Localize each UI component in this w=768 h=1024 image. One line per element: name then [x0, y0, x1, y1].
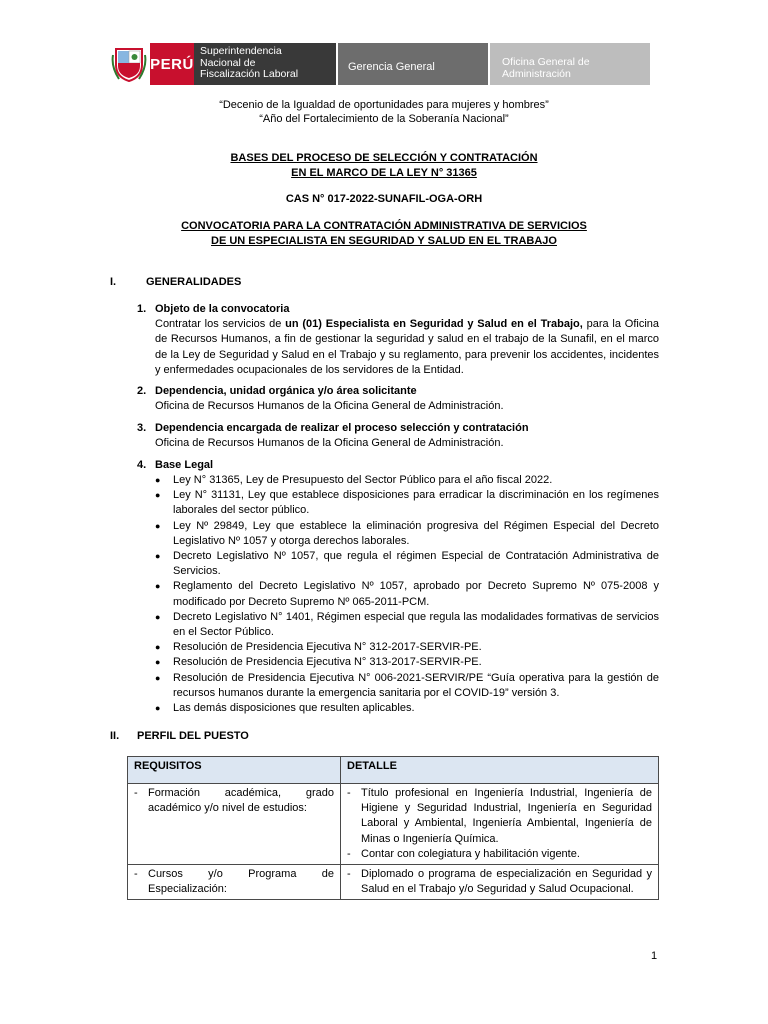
table-cell: - Cursos y/o Programa de Especialización: [128, 865, 341, 900]
motto-line: “Año del Fortalecimiento de la Soberanía Nacional” [259, 113, 509, 125]
list-item: ● Reglamento del Decreto Legislativo Nº 1057, aprobado por Decreto Supremo Nº 075-2008 y modificado por Decreto Supremo Nº 065-2011-PCM. [155, 580, 659, 608]
section-number: I. [110, 276, 117, 288]
item-objeto [137, 302, 659, 378]
table-cell: - Formación académica, grado académico y/o nivel de estudios: [128, 784, 341, 865]
bullet-icon: ● [155, 703, 161, 714]
bullet-icon: ● [155, 551, 161, 562]
table-row [128, 784, 659, 865]
section-number: II. [110, 730, 120, 742]
convocatoria-title [0, 219, 768, 248]
table-cell: - Título profesional en Ingeniería Industrial, Ingeniería de Higiene y Seguridad Industrial, Ingeniería en Seguridad Laboral y Ambiental, Ingeniería Ambiental, Ingeniería de Minas o Ingeniería Química. - Contar con colegiatura y habilitación vigente. [341, 784, 659, 865]
entity-line: Fiscalización Laboral [200, 68, 299, 80]
bullet-icon: ● [155, 657, 161, 668]
table-row [128, 865, 659, 900]
column-header: DETALLE [341, 757, 659, 784]
bullet-icon: ● [155, 475, 161, 485]
list-item: ● Las demás disposiciones que resulten aplicables. [155, 701, 659, 716]
item-heading: Dependencia encargada de realizar el proceso selección y contratación [155, 422, 529, 434]
page-header [108, 43, 650, 85]
coat-of-arms-icon [108, 43, 150, 85]
item-dependencia [137, 384, 659, 414]
list-item: ● Decreto Legislativo N° 1401, Régimen especial que regula las modalidades formativas de servicios en el Sector Público. [155, 610, 659, 639]
list-item: ● Ley N° 31131, Ley que establece disposiciones para erradicar la discriminación en los regímenes laborales del sector público. [155, 489, 659, 517]
title-line-2: EN EL MARCO DE LA LEY N° 31365 [291, 166, 477, 179]
list-item: ● Resolución de Presidencia Ejecutiva N° 006-2021-SERVIR/PE “Guía operativa para la gestión de recursos humanos durante la emergencia sanitaria por el COVID-19” versión 3. [155, 671, 659, 699]
conv-line-2: DE UN ESPECIALISTA EN SEGURIDAD Y SALUD EN EL TRABAJO [211, 234, 557, 247]
conv-line-1: CONVOCATORIA PARA LA CONTRATACIÓN ADMINISTRATIVA DE SERVICIOS [181, 220, 587, 232]
bullet-icon: ● [155, 611, 161, 622]
item-heading: Dependencia, unidad orgánica y/o área solicitante [155, 385, 417, 397]
column-header: REQUISITOS [128, 757, 341, 784]
item-encargada [137, 421, 659, 451]
item-base-legal [137, 458, 659, 473]
item-number: 2. [137, 385, 147, 397]
perfil-table [127, 756, 659, 900]
list-item: ● Decreto Legislativo Nº 1057, que regula el régimen Especial de Contratación Administrativa de Servicios. [155, 550, 659, 578]
section-label: GENERALIDADES [146, 276, 242, 288]
title-line-1: BASES DEL PROCESO DE SELECCIÓN Y CONTRATACIÓN [230, 152, 538, 164]
item-heading: Objeto de la convocatoria [155, 303, 290, 315]
entity-line: Superintendencia [200, 45, 282, 57]
item-text: Contratar los servicios de un (01) Especialista en Seguridad y Salud en el Trabajo, para la Oficina de Recursos Humanos, a fin de gestionar la seguridad y salud en el trabajo de la Sunafil, en el marco de la Ley de Seguridad y Salud en el Trabajo y su reglamento, para prevenir los accidentes, incidentes y enfermedades ocupacionales de los servidores de la Entidad. [155, 318, 660, 376]
document-title [0, 151, 768, 180]
cas-code: CAS N° 017-2022-SUNAFIL-OGA-ORH [285, 193, 483, 205]
entity-line: Nacional de [200, 56, 256, 69]
list-item: ● Resolución de Presidencia Ejecutiva N° 312-2017-SERVIR-PE. [155, 640, 659, 655]
item-number: 1. [137, 303, 147, 315]
base-legal-list [155, 473, 659, 716]
bullet-icon: ● [155, 490, 161, 501]
bullet-icon: ● [155, 581, 161, 592]
item-number: 3. [137, 422, 147, 434]
list-item: ● Resolución de Presidencia Ejecutiva N° 313-2017-SERVIR-PE. [155, 655, 659, 670]
table-header-row [128, 757, 659, 784]
item-text: Oficina de Recursos Humanos de la Oficina General de Administración. [155, 437, 504, 450]
table-cell: - Diplomado o programa de especialización en Seguridad y Salud en el Trabajo y/o Seguridad y Salud Ocupacional. [341, 865, 659, 900]
mottos [0, 98, 768, 126]
list-item: ● Ley Nº 29849, Ley que establece la eliminación progresiva del Régimen Especial del Decreto Legislativo Nº 1057 y otorga derechos laborales. [155, 519, 659, 547]
bullet-icon: ● [155, 520, 161, 531]
gerencia-box: Gerencia General [338, 43, 488, 85]
bullet-icon: ● [155, 642, 161, 653]
entity-name-box [194, 43, 336, 85]
list-item: ● Ley N° 31365, Ley de Presupuesto del Sector Público para el año fiscal 2022. [155, 473, 659, 488]
item-heading: Base Legal [155, 459, 214, 471]
bullet-icon: ● [155, 672, 161, 683]
motto-line: “Decenio de la Igualdad de oportunidades para mujeres y hombres” [219, 99, 549, 111]
oficina-line: Oficina General de [502, 56, 590, 68]
oficina-box [490, 43, 650, 85]
item-text: Oficina de Recursos Humanos de la Oficina General de Administración. [155, 400, 504, 413]
section-label: PERFIL DEL PUESTO [137, 730, 249, 742]
page-number: 1 [651, 950, 658, 962]
peru-brand: PERÚ [150, 43, 194, 85]
oficina-line: Administración [502, 67, 571, 80]
item-number: 4. [137, 459, 147, 471]
